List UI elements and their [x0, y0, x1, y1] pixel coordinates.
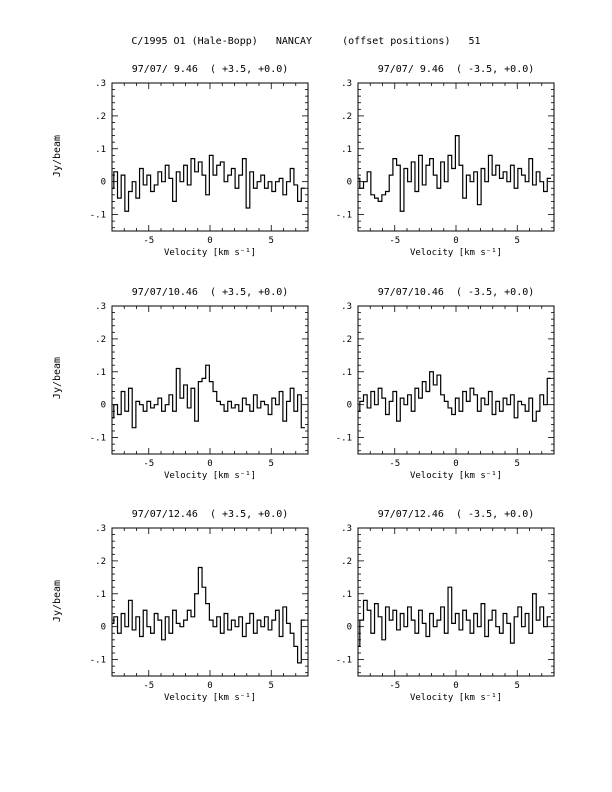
- x-axis-label: Velocity [km s⁻¹]: [409, 248, 503, 258]
- x-tick-label: 0: [453, 681, 459, 691]
- y-tick-label: .2: [341, 556, 352, 567]
- y-tick-label: .3: [95, 524, 106, 534]
- x-tick-label: 5: [514, 459, 520, 469]
- panel-title-6: 97/07/12.46 ( -3.5, +0.0): [377, 509, 535, 520]
- y-tick-label: 0: [346, 400, 352, 411]
- x-axis-label: Velocity [km s⁻¹]: [163, 248, 257, 258]
- y-axis-label-row-3: Jy/beam: [52, 579, 63, 623]
- y-tick-label: .3: [341, 79, 352, 89]
- plot-frame: [112, 83, 308, 231]
- x-axis-label: Velocity [km s⁻¹]: [163, 693, 257, 703]
- y-tick-label: 0: [346, 177, 352, 188]
- x-axis-label: Velocity [km s⁻¹]: [409, 693, 503, 703]
- spectrum-panel-1: [90, 79, 308, 258]
- plot-frame: [358, 306, 554, 454]
- spectrum-line: [112, 155, 305, 211]
- x-tick-label: 5: [514, 681, 520, 691]
- x-axis-label: Velocity [km s⁻¹]: [409, 471, 503, 481]
- x-tick-label: 5: [268, 459, 274, 469]
- x-tick-label: -5: [389, 681, 401, 691]
- panel-title-5: 97/07/12.46 ( +3.5, +0.0): [131, 509, 289, 520]
- y-tick-label: .2: [341, 334, 352, 345]
- x-tick-label: 5: [514, 236, 520, 246]
- spectrum-line: [358, 372, 551, 421]
- x-axis-label: Velocity [km s⁻¹]: [163, 471, 257, 481]
- y-tick-label: .3: [341, 524, 352, 534]
- spectrum-line: [358, 136, 551, 212]
- spectrum-line: [112, 567, 305, 662]
- x-tick-label: 0: [453, 236, 459, 246]
- y-tick-label: 0: [100, 177, 106, 188]
- spectrum-line: [112, 365, 305, 427]
- y-tick-label: -.1: [335, 433, 352, 444]
- x-tick-label: 0: [207, 459, 213, 469]
- spectrum-panel-4: [336, 302, 554, 481]
- plot-frame: [112, 306, 308, 454]
- y-tick-label: 0: [100, 400, 106, 411]
- x-tick-label: -5: [389, 459, 401, 469]
- spectrum-panel-6: [336, 524, 554, 703]
- panel-title-2: 97/07/ 9.46 ( -3.5, +0.0): [377, 64, 535, 75]
- x-tick-label: -5: [389, 236, 401, 246]
- y-tick-label: 0: [100, 622, 106, 633]
- spectrum-panel-2: [336, 79, 554, 258]
- plot-frame: [112, 528, 308, 676]
- panel-title-1: 97/07/ 9.46 ( +3.5, +0.0): [131, 64, 289, 75]
- y-tick-label: .2: [95, 556, 106, 567]
- x-tick-label: 0: [207, 681, 213, 691]
- y-tick-label: .1: [95, 144, 106, 155]
- spectrum-panel-5: [90, 524, 308, 703]
- y-tick-label: .3: [95, 79, 106, 89]
- plot-frame: [358, 83, 554, 231]
- x-tick-label: 0: [453, 459, 459, 469]
- y-tick-label: .3: [95, 302, 106, 312]
- x-tick-label: 5: [268, 236, 274, 246]
- y-tick-label: .1: [95, 367, 106, 378]
- y-tick-label: -.1: [89, 433, 106, 444]
- y-tick-label: .1: [95, 589, 106, 600]
- y-tick-label: .1: [341, 589, 352, 600]
- page-title: C/1995 O1 (Hale-Bopp) NANCAY (offset positions) 51: [131, 36, 481, 47]
- y-tick-label: .2: [95, 111, 106, 122]
- y-tick-label: .3: [341, 302, 352, 312]
- spectrum-line: [358, 587, 551, 646]
- x-tick-label: -5: [143, 681, 155, 691]
- y-tick-label: 0: [346, 622, 352, 633]
- y-tick-label: .2: [95, 334, 106, 345]
- y-tick-label: .2: [341, 111, 352, 122]
- y-tick-label: -.1: [89, 655, 106, 666]
- plot-frame: [358, 528, 554, 676]
- panel-title-3: 97/07/10.46 ( +3.5, +0.0): [131, 287, 289, 298]
- panel-title-4: 97/07/10.46 ( -3.5, +0.0): [377, 287, 535, 298]
- y-axis-label-row-1: Jy/beam: [52, 134, 63, 178]
- y-tick-label: -.1: [335, 210, 352, 221]
- x-tick-label: 0: [207, 236, 213, 246]
- y-axis-label-row-2: Jy/beam: [52, 356, 63, 400]
- y-tick-label: -.1: [89, 210, 106, 221]
- y-tick-label: -.1: [335, 655, 352, 666]
- y-tick-label: .1: [341, 144, 352, 155]
- spectrum-panel-3: [90, 302, 308, 481]
- x-tick-label: -5: [143, 459, 155, 469]
- x-tick-label: -5: [143, 236, 155, 246]
- x-tick-label: 5: [268, 681, 274, 691]
- y-tick-label: .1: [341, 367, 352, 378]
